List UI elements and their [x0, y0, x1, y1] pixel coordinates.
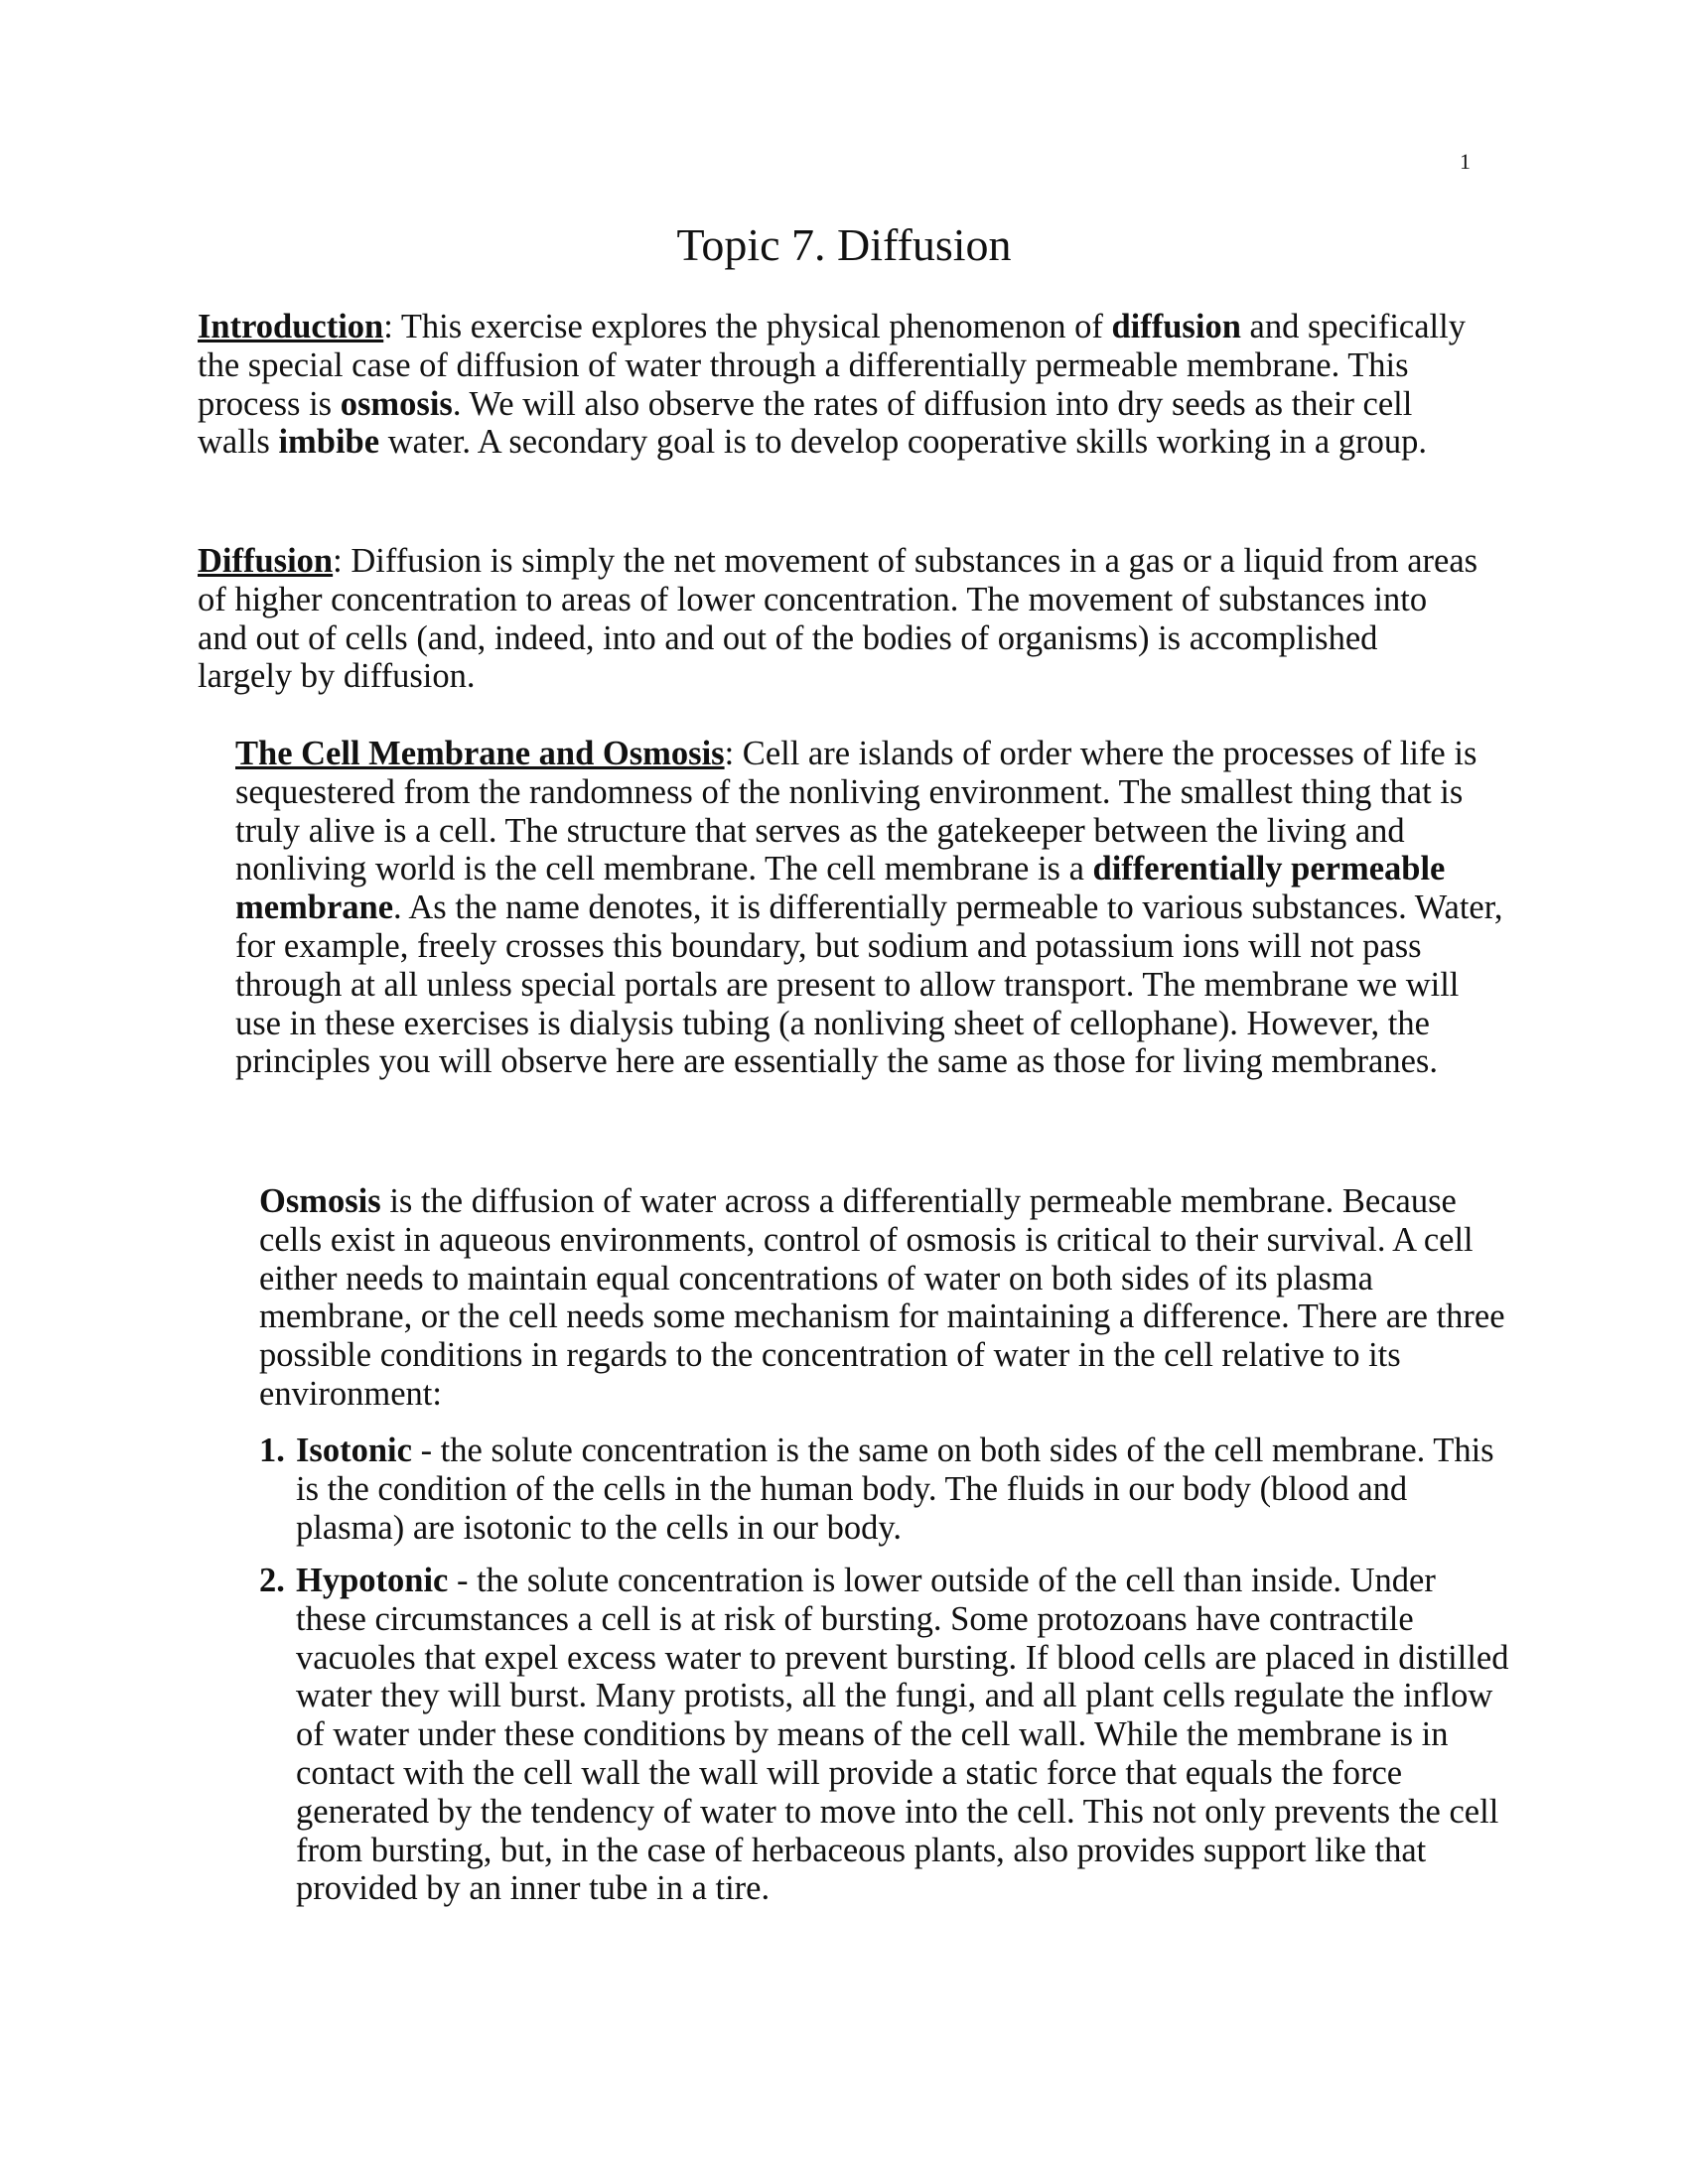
term-imbibe: imbibe — [278, 423, 380, 462]
introduction-text-3: . We will also observe the rates of diffusion into dry seeds as their cell walls — [198, 384, 1413, 462]
cell-membrane-text-1: : Cell are islands of order where the processes of life is sequestered from the randomness of the nonliving environment. The smallest thing that is truly alive is a cell. The structure that serves as the gatekeeper between the living and nonliving world is the cell membrane. The cell membrane is a — [235, 735, 1477, 888]
introduction-heading: Introduction — [198, 308, 384, 345]
term-isotonic: Isotonic — [296, 1432, 412, 1469]
term-hypotonic: Hypotonic — [296, 1562, 449, 1599]
introduction-text-2: and specifically the special case of diffusion of water through a differentially permeable membrane. This process is — [198, 308, 1466, 423]
cell-membrane-heading: The Cell Membrane and Osmosis — [235, 735, 725, 772]
list-number: 1. — [259, 1432, 285, 1469]
diffusion-paragraph — [198, 542, 1478, 696]
introduction-text-4: water. A secondary goal is to develop cooperative skills working in a group. — [379, 423, 1427, 462]
page-title: Topic 7. Diffusion — [676, 219, 1012, 270]
hypotonic-text: - the solute concentration is lower outside of the cell than inside. Under these circumstances a cell is at risk of bursting. Some protozoans have contractile vacuoles that expel excess water to prevent bursting. If blood cells are placed in distilled water they will burst. Many protists, all the fungi, and all plant cells regulate the inflow of water under these conditions by means of the cell wall. While the membrane is in contact with the cell wall the wall will provide a static force that equals the force generated by the tendency of water to move into the cell. This not only prevents the cell from bursting, but, in the case of herbaceous plants, also provides support like that provided by an inner tube in a tire. — [296, 1562, 1509, 1908]
cell-membrane-text-2: . As the name denotes, it is differentially permeable to various substances. Water, for example, freely crosses this boundary, but sodium and potassium ions will not pass through at all unless special portals are present to allow transport. The membrane we will use in these exercises is dialysis tubing (a nonliving sheet of cellophane). However, the principles you will observe here are essentially the same as those for living membranes. — [235, 888, 1503, 1081]
cell-membrane-paragraph — [235, 735, 1506, 1081]
list-item-hypotonic — [259, 1562, 1510, 1908]
isotonic-text: - the solute concentration is the same on both sides of the cell membrane. This is the condition of the cells in the human body. The fluids in our body (blood and plasma) are isotonic to the cells in our body. — [296, 1432, 1494, 1547]
introduction-text-1: : This exercise explores the physical phenomenon of — [383, 308, 1112, 345]
term-osmosis: osmosis — [340, 384, 453, 423]
list-number: 2. — [259, 1562, 285, 1599]
list-item-body — [296, 1562, 1510, 1908]
term-differentially-permeable-membrane: differentially permeable membrane — [235, 850, 1446, 927]
diffusion-heading: Diffusion — [198, 542, 334, 580]
term-diffusion: diffusion — [1111, 308, 1241, 345]
introduction-paragraph — [198, 308, 1478, 462]
osmosis-text: is the diffusion of water across a differentially permeable membrane. Because cells exist in aqueous environments, control of osmosis is critical to their survival. A cell either needs to maintain equal concentrations of water on both sides of its plasma membrane, or the cell needs some mechanism for maintaining a difference. There are three possible conditions in regards to the concentration of water in the cell relative to its environment: — [259, 1182, 1505, 1413]
page-number: 1 — [1460, 149, 1471, 174]
list-item-isotonic — [259, 1432, 1510, 1547]
term-osmosis-definition: Osmosis — [259, 1182, 381, 1220]
osmosis-paragraph — [259, 1182, 1510, 1414]
list-item-body — [296, 1432, 1510, 1547]
diffusion-text: : Diffusion is simply the net movement of substances in a gas or a liquid from areas of higher concentration to areas of lower concentration. The movement of substances into and out of cells (and, indeed, into and out of the bodies of organisms) is accomplished largely by diffusion. — [198, 542, 1478, 696]
